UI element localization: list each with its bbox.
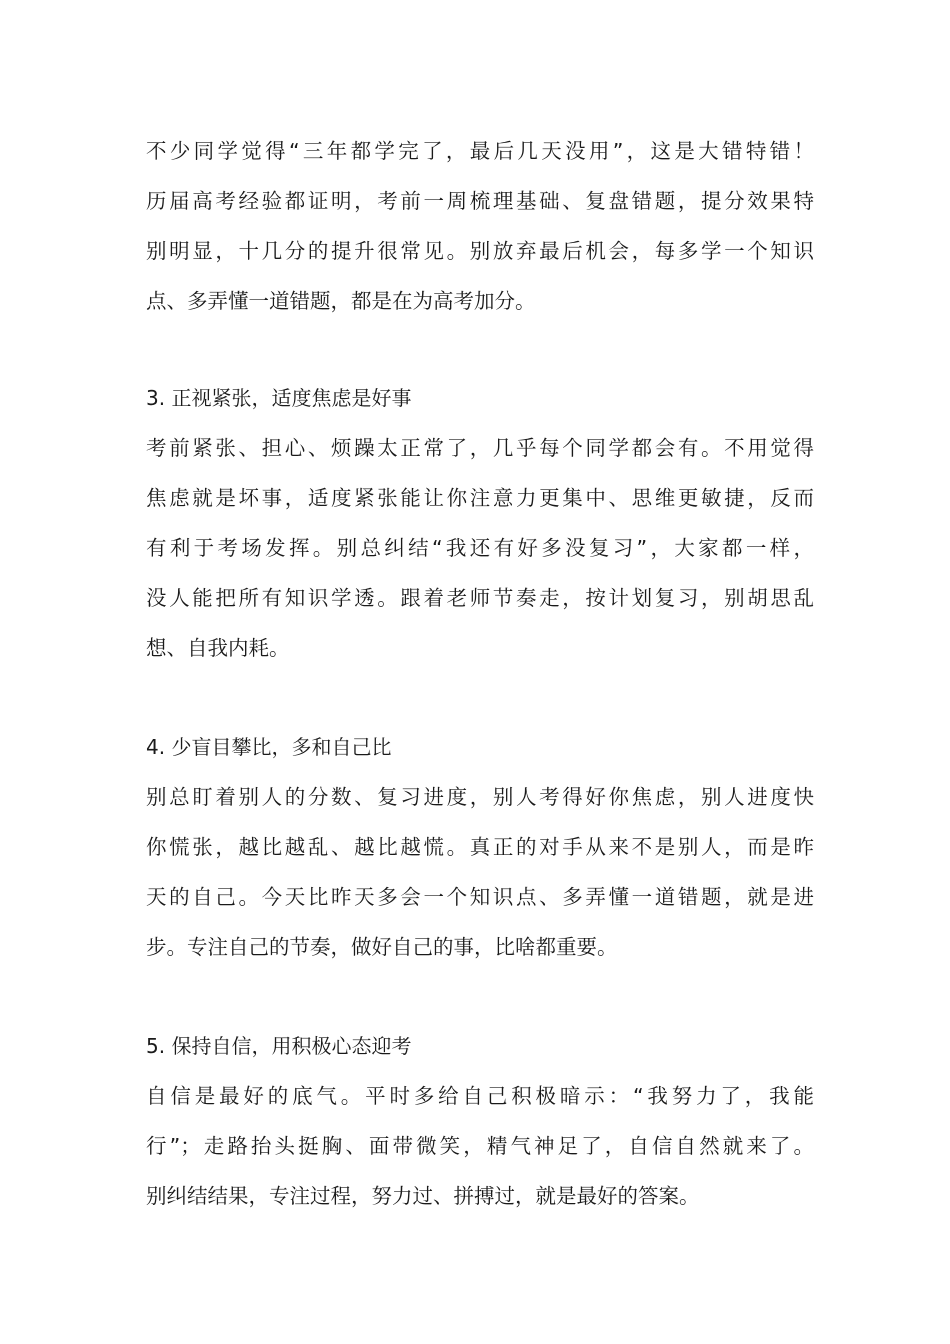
paragraph-line: 天的自己。今天比昨天多会一个知识点、多弄懂一道错题，就是进 bbox=[146, 885, 814, 909]
section-4 bbox=[146, 722, 814, 972]
paragraph-line: 点、多弄懂一道错题，都是在为高考加分。 bbox=[146, 289, 536, 313]
intro-paragraph bbox=[146, 126, 814, 326]
section-heading: 4. 少盲目攀比，多和自己比 bbox=[146, 735, 392, 759]
section-5 bbox=[146, 1021, 814, 1221]
paragraph-line: 历届高考经验都证明，考前一周梳理基础、复盘错题，提分效果特 bbox=[146, 189, 814, 213]
paragraph-line: 焦虑就是坏事，适度紧张能让你注意力更集中、思维更敏捷，反而 bbox=[146, 486, 814, 510]
section-heading: 5. 保持自信，用积极心态迎考 bbox=[146, 1034, 412, 1058]
paragraph-line: 别纠结结果，专注过程，努力过、拼搏过，就是最好的答案。 bbox=[146, 1184, 700, 1208]
paragraph-line: 有利于考场发挥。别总纠结“我还有好多没复习”，大家都一样， bbox=[146, 536, 814, 560]
paragraph-line: 考前紧张、担心、烦躁太正常了，几乎每个同学都会有。不用觉得 bbox=[146, 436, 814, 460]
paragraph-line: 步。专注自己的节奏，做好自己的事，比啥都重要。 bbox=[146, 935, 618, 959]
section-heading: 3. 正视紧张，适度焦虑是好事 bbox=[146, 386, 412, 410]
paragraph-line: 自信是最好的底气。平时多给自己积极暗示：“我努力了，我能 bbox=[146, 1084, 814, 1108]
section-3 bbox=[146, 373, 814, 673]
paragraph-line: 你慌张，越比越乱、越比越慌。真正的对手从来不是别人，而是昨 bbox=[146, 835, 814, 859]
paragraph-line: 没人能把所有知识学透。跟着老师节奏走，按计划复习，别胡思乱 bbox=[146, 586, 814, 610]
paragraph-line: 别总盯着别人的分数、复习进度，别人考得好你焦虑，别人进度快 bbox=[146, 785, 814, 809]
paragraph-line: 想、自我内耗。 bbox=[146, 636, 290, 660]
paragraph-line: 别明显，十几分的提升很常见。别放弃最后机会，每多学一个知识 bbox=[146, 239, 814, 263]
paragraph-line: 不少同学觉得“三年都学完了，最后几天没用”，这是大错特错！ bbox=[146, 139, 814, 163]
paragraph-line: 行”；走路抬头挺胸、面带微笑，精气神足了，自信自然就来了。 bbox=[146, 1134, 814, 1158]
